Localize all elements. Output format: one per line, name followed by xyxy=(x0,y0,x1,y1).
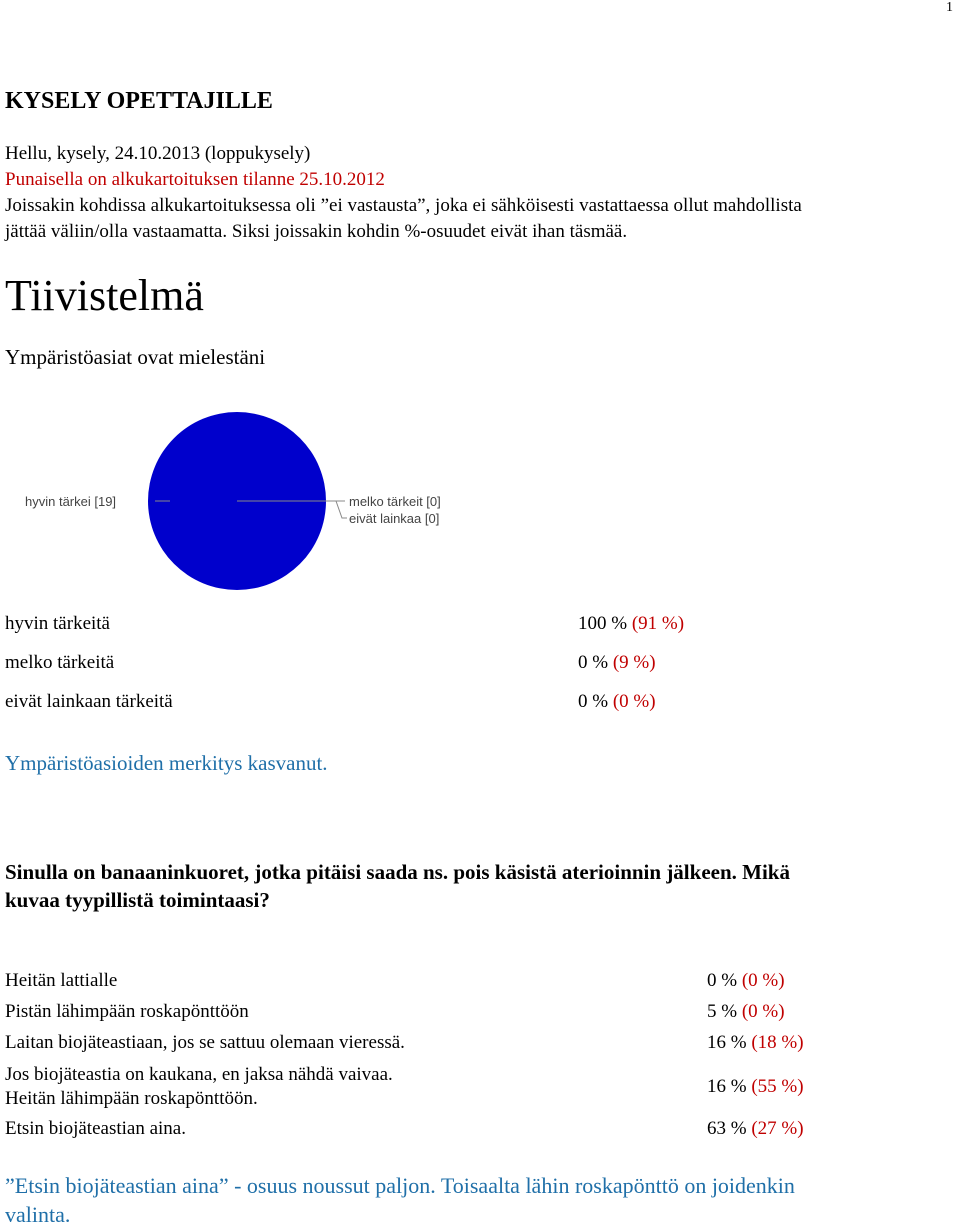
q2-row-label: Jos biojäteastia on kaukana, en jaksa nähdä vaivaa. xyxy=(5,1064,393,1085)
q2-row-current: 16 % xyxy=(707,1032,747,1053)
q2-row-previous: (18 %) xyxy=(751,1032,804,1053)
q1-row-label: eivät lainkaan tärkeitä xyxy=(5,691,173,712)
q1-row-previous: (0 %) xyxy=(612,691,656,712)
q1-conclusion: Ympäristöasioiden merkitys kasvanut. xyxy=(5,751,328,775)
q1-row-previous: (9 %) xyxy=(612,652,656,673)
q2-row-label: Heitän lattialle xyxy=(5,970,118,991)
q2-conclusion-line-2: valinta. xyxy=(5,1202,71,1227)
q2-row-previous: (0 %) xyxy=(741,970,785,991)
intro-line-4: jättää väliin/olla vastaamatta. Siksi joissakin kohdin %-osuudet eivät ihan täsmää. xyxy=(5,221,628,242)
q2-title-line-1: Sinulla on banaaninkuoret, jotka pitäisi saada ns. pois käsistä aterioinnin jälkeen. Mikä xyxy=(5,860,790,884)
q2-row-current: 0 % xyxy=(707,970,738,991)
q1-row-value xyxy=(578,613,684,635)
pie-label-1: melko tärkeit [0] xyxy=(349,494,441,509)
q2-row-current: 16 % xyxy=(707,1076,747,1097)
q2-row-previous: (55 %) xyxy=(751,1076,804,1097)
q2-row-value xyxy=(707,1001,785,1023)
q2-row-label: Pistän lähimpään roskapönttöön xyxy=(5,1001,249,1022)
q2-title-line-2: kuvaa tyypillistä toimintaasi? xyxy=(5,888,270,912)
pie-chart xyxy=(20,412,480,592)
q1-row-current: 0 % xyxy=(578,652,609,673)
q2-conclusion-line-1: ”Etsin biojäteastian aina” - osuus noussut paljon. Toisaalta lähin roskapönttö on joidenkin xyxy=(5,1173,795,1198)
q2-row-previous: (0 %) xyxy=(741,1001,785,1022)
intro-line-2: Punaisella on alkukartoituksen tilanne 25.10.2012 xyxy=(5,169,385,190)
q2-row-label: Etsin biojäteastian aina. xyxy=(5,1118,186,1139)
q2-row-previous: (27 %) xyxy=(751,1118,804,1139)
q2-row-value xyxy=(707,1032,804,1054)
q1-row-previous: (91 %) xyxy=(631,613,685,634)
intro-line-1: Hellu, kysely, 24.10.2013 (loppukysely) xyxy=(5,143,311,164)
q1-row-current: 100 % xyxy=(578,613,628,634)
document-title: KYSELY OPETTAJILLE xyxy=(5,88,273,114)
q1-row-label: melko tärkeitä xyxy=(5,652,115,673)
pie-label-0: hyvin tärkei [19] xyxy=(25,494,117,509)
q1-row-label: hyvin tärkeitä xyxy=(5,613,110,634)
pie-leader-line xyxy=(336,501,347,518)
q2-row-current: 5 % xyxy=(707,1001,738,1022)
summary-heading: Tiivistelmä xyxy=(5,271,204,320)
q2-row-current: 63 % xyxy=(707,1118,747,1139)
intro-line-3: Joissakin kohdissa alkukartoituksessa oli ”ei vastausta”, joka ei sähköisesti vastattaessa ollut mahdollista xyxy=(5,195,802,216)
q2-row-value xyxy=(707,1076,804,1098)
q1-title: Ympäristöasiat ovat mielestäni xyxy=(5,345,266,369)
pie-label-2: eivät lainkaa [0] xyxy=(349,511,440,526)
q1-row-value xyxy=(578,652,656,674)
q1-row-current: 0 % xyxy=(578,691,609,712)
page-number: 1 xyxy=(946,0,953,15)
q1-row-value xyxy=(578,691,656,713)
q2-row-label-cont: Heitän lähimpään roskapönttöön. xyxy=(5,1088,258,1109)
q2-row-value xyxy=(707,1118,804,1140)
q2-row-label: Laitan biojäteastiaan, jos se sattuu olemaan vieressä. xyxy=(5,1032,405,1053)
q2-row-value xyxy=(707,970,785,992)
